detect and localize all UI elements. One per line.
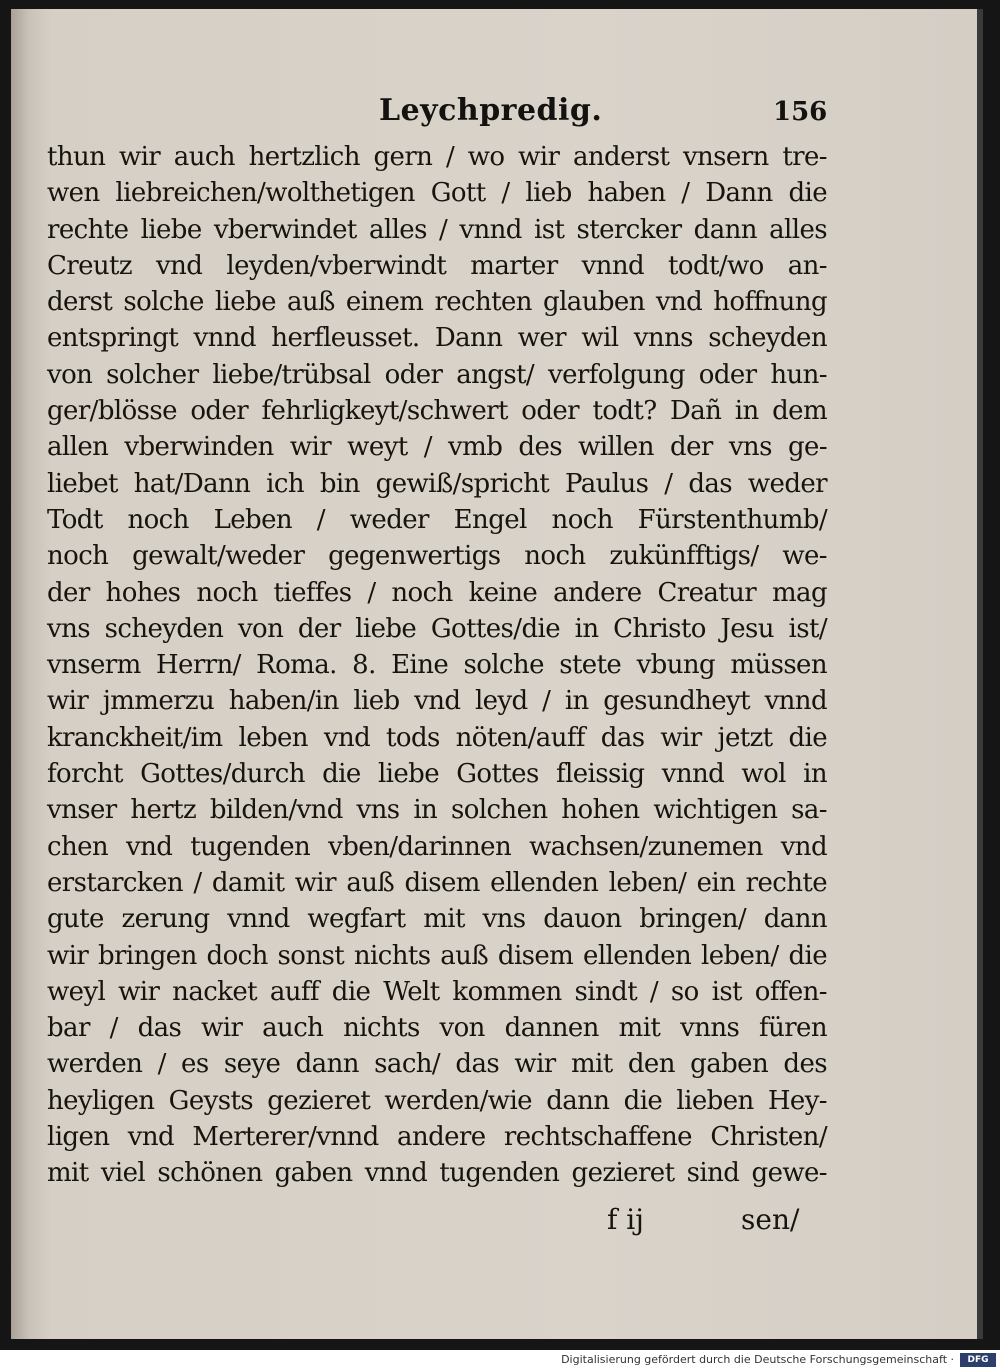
text-line: ger/blösse oder fehrligkeyt/schwert oder todt? Dañ in dem	[47, 396, 827, 427]
text-line: wen liebreichen/wolthetigen Gott / lieb haben / Dann die	[47, 178, 827, 209]
signature-mark: f ij	[607, 1203, 644, 1236]
text-line: heyligen Geysts gezieret werden/wie dann die lieben Hey-	[47, 1085, 827, 1116]
running-head: Leychpredig.	[379, 93, 603, 128]
text-line: kranckheit/im leben vnd tods nöten/auff das wir jetzt die	[47, 722, 827, 753]
text-line: erstarcken / damit wir auß disem ellenden leben/ ein rechte	[47, 867, 827, 898]
text-line: chen vnd tugenden vben/darinnen wachsen/zunemen vnd	[47, 831, 827, 862]
text-line: ligen vnd Merterer/vnnd andere rechtschaffene Christen/	[47, 1122, 827, 1153]
book-page	[11, 9, 983, 1339]
text-line: bar / das wir auch nichts von dannen mit vnns füren	[47, 1013, 827, 1044]
page-header	[11, 87, 983, 135]
text-line: rechte liebe vberwindet alles / vnnd ist stercker dann alles	[47, 214, 827, 245]
page-footer-marks	[47, 1203, 827, 1243]
text-line: entspringt vnnd herfleusset. Dann wer wil vnns scheyden	[47, 323, 827, 354]
text-line: vnserm Herrn/ Roma. 8. Eine solche stete vbung müssen	[47, 650, 827, 681]
catchword: sen/	[741, 1203, 800, 1236]
text-line: wir bringen doch sonst nichts auß disem ellenden leben/ die	[47, 940, 827, 971]
dfg-logo: DFG	[960, 1353, 996, 1367]
text-line: vns scheyden von der liebe Gottes/die in Christo Jesu ist/	[47, 613, 827, 644]
text-line: mit viel schönen gaben vnnd tugenden gezieret sind gewe-	[47, 1158, 827, 1189]
text-line: gute zerung vnnd wegfart mit vns dauon bringen/ dann	[47, 904, 827, 935]
text-line: thun wir auch hertzlich gern / wo wir anderst vnsern tre-	[47, 142, 827, 172]
text-line: werden / es seye dann sach/ das wir mit den gaben des	[47, 1049, 827, 1080]
text-line: weyl wir nacket auff die Welt kommen sindt / so ist offen-	[47, 976, 827, 1007]
body-text	[47, 139, 827, 1192]
text-line: vnser hertz bilden/vnd vns in solchen hohen wichtigen sa-	[47, 795, 827, 826]
text-line: Creutz vnd leyden/vberwindt marter vnnd todt/wo an-	[47, 250, 827, 281]
text-line: noch gewalt/weder gegenwertigs noch zukünfftigs/ we-	[47, 541, 827, 572]
page-number: 156	[773, 97, 828, 127]
text-line: derst solche liebe auß einem rechten glauben vnd hoffnung	[47, 287, 827, 318]
text-line: von solcher liebe/trübsal oder angst/ verfolgung oder hun-	[47, 359, 827, 390]
funding-credit: Digitalisierung gefördert durch die Deutsche Forschungsgemeinschaft ·	[561, 1353, 954, 1366]
text-line: forcht Gottes/durch die liebe Gottes fleissig vnnd wol in	[47, 759, 827, 790]
text-line: liebet hat/Dann ich bin gewiß/spricht Paulus / das weder	[47, 468, 827, 499]
digitization-footer	[0, 1350, 1000, 1371]
text-line: wir jmmerzu haben/in lieb vnd leyd / in gesundheyt vnnd	[47, 686, 827, 717]
text-line: allen vberwinden wir weyt / vmb des willen der vns ge-	[47, 432, 827, 463]
text-line: der hohes noch tieffes / noch keine andere Creatur mag	[47, 577, 827, 608]
text-line: Todt noch Leben / weder Engel noch Fürstenthumb/	[47, 504, 827, 535]
